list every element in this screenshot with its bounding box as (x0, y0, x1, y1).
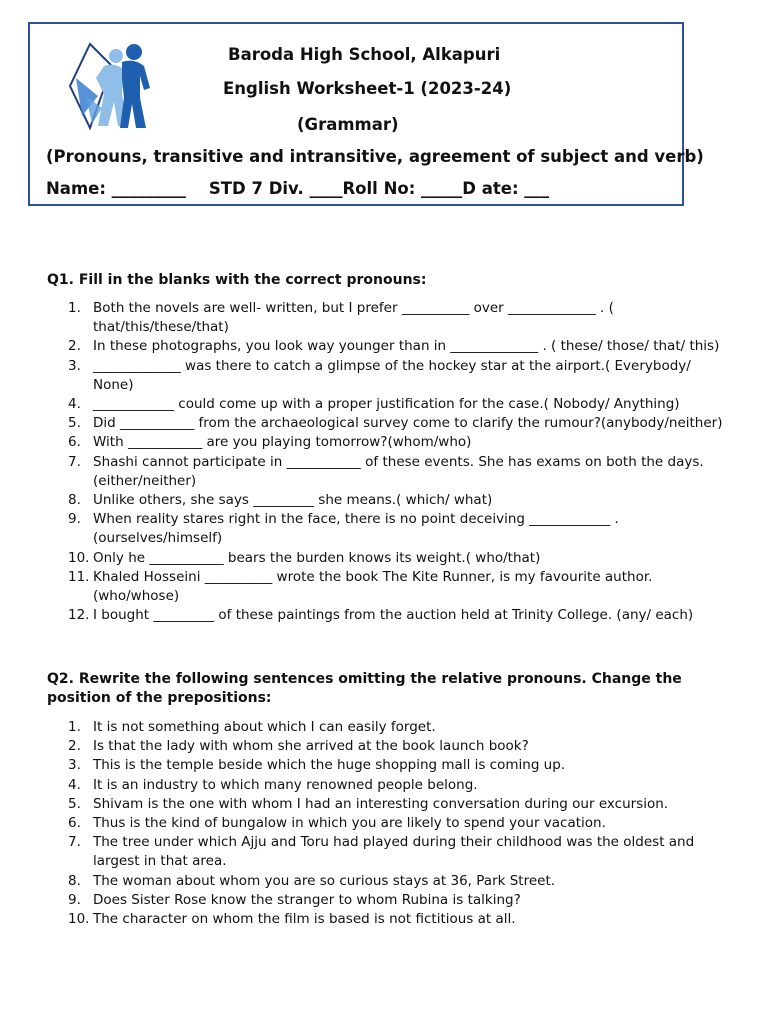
list-item: 3. _____________ was there to catch a glimpse of the hockey star at the airport.( Everybody/ None) (68, 357, 691, 393)
list-item: 12. I bought _________ of these paintings from the auction held at Trinity College. (any/ each) (68, 607, 694, 624)
list-item: 10. The character on whom the film is based is not fictitious at all. (68, 911, 516, 928)
list-item: 5. Shivam is the one with whom I had an interesting conversation during our excursion. (68, 795, 669, 812)
q1-list (68, 299, 724, 625)
list-item: 7. The tree under which Ajju and Toru had played during their childhood was the oldest and largest in that area. (68, 834, 695, 870)
list-item: 4. ____________ could come up with a proper justification for the case.( Nobody/ Anything) (68, 396, 680, 413)
list-item: 11. Khaled Hosseini __________ wrote the book The Kite Runner, is my favourite author.(who/whose) (68, 568, 653, 605)
list-item: 10. Only he ___________ bears the burden knows its weight.( who/that) (68, 549, 541, 566)
list-item: 6. Thus is the kind of bungalow in which you are likely to spend your vacation. (68, 815, 606, 832)
list-item: 1. It is not something about which I can easily forget. (68, 719, 436, 735)
worksheet-header (28, 22, 704, 206)
q2-title: Q2. Rewrite the following sentences omitting the relative pronouns. Change the position of the prepositions: (47, 671, 682, 706)
list-item: 5. Did ___________ from the archaeological survey come to clarify the rumour?(anybody/neither) (68, 415, 723, 432)
q2-list (68, 718, 724, 929)
list-item: 1. Both the novels are well- written, but I prefer __________ over _____________ . ( that/this/these/that) (68, 300, 614, 336)
list-item: 7. Shashi cannot participate in ___________ of these events. She has exams on both the days.(either/neither) (68, 453, 704, 489)
list-item: 6. With ___________ are you playing tomorrow?(whom/who) (68, 434, 472, 451)
worksheet-title: English Worksheet-1 (2023-24) (223, 79, 512, 98)
subject-title: (Grammar) (297, 115, 399, 134)
list-item: 9. When reality stares right in the face, there is no point deceiving ____________ .(ourselves/himself) (68, 511, 619, 547)
list-item: 8. The woman about whom you are so curious stays at 36, Park Street. (68, 872, 556, 889)
list-item: 4. It is an industry to which many renowned people belong. (68, 776, 478, 793)
list-item: 2. In these photographs, you look way younger than in _____________ . ( these/ those/ that/ this) (68, 338, 720, 355)
list-item: 3. This is the temple beside which the huge shopping mall is coming up. (68, 757, 566, 774)
topics-line: (Pronouns, transitive and intransitive, agreement of subject and verb) (46, 147, 704, 166)
school-logo-icon (68, 42, 154, 132)
school-name: Baroda High School, Alkapuri (228, 45, 501, 64)
list-item: 8. Unlike others, she says _________ she means.( which/ what) (68, 492, 493, 509)
list-item: 9. Does Sister Rose know the stranger to whom Rubina is talking? (68, 891, 521, 908)
student-fields: Name: _________ STD 7 Div. ____Roll No: _____D ate: ___ (46, 179, 550, 198)
q1-title: Q1. Fill in the blanks with the correct pronouns: (47, 272, 427, 288)
list-item: 2. Is that the lady with whom she arrived at the book launch book? (68, 738, 529, 755)
